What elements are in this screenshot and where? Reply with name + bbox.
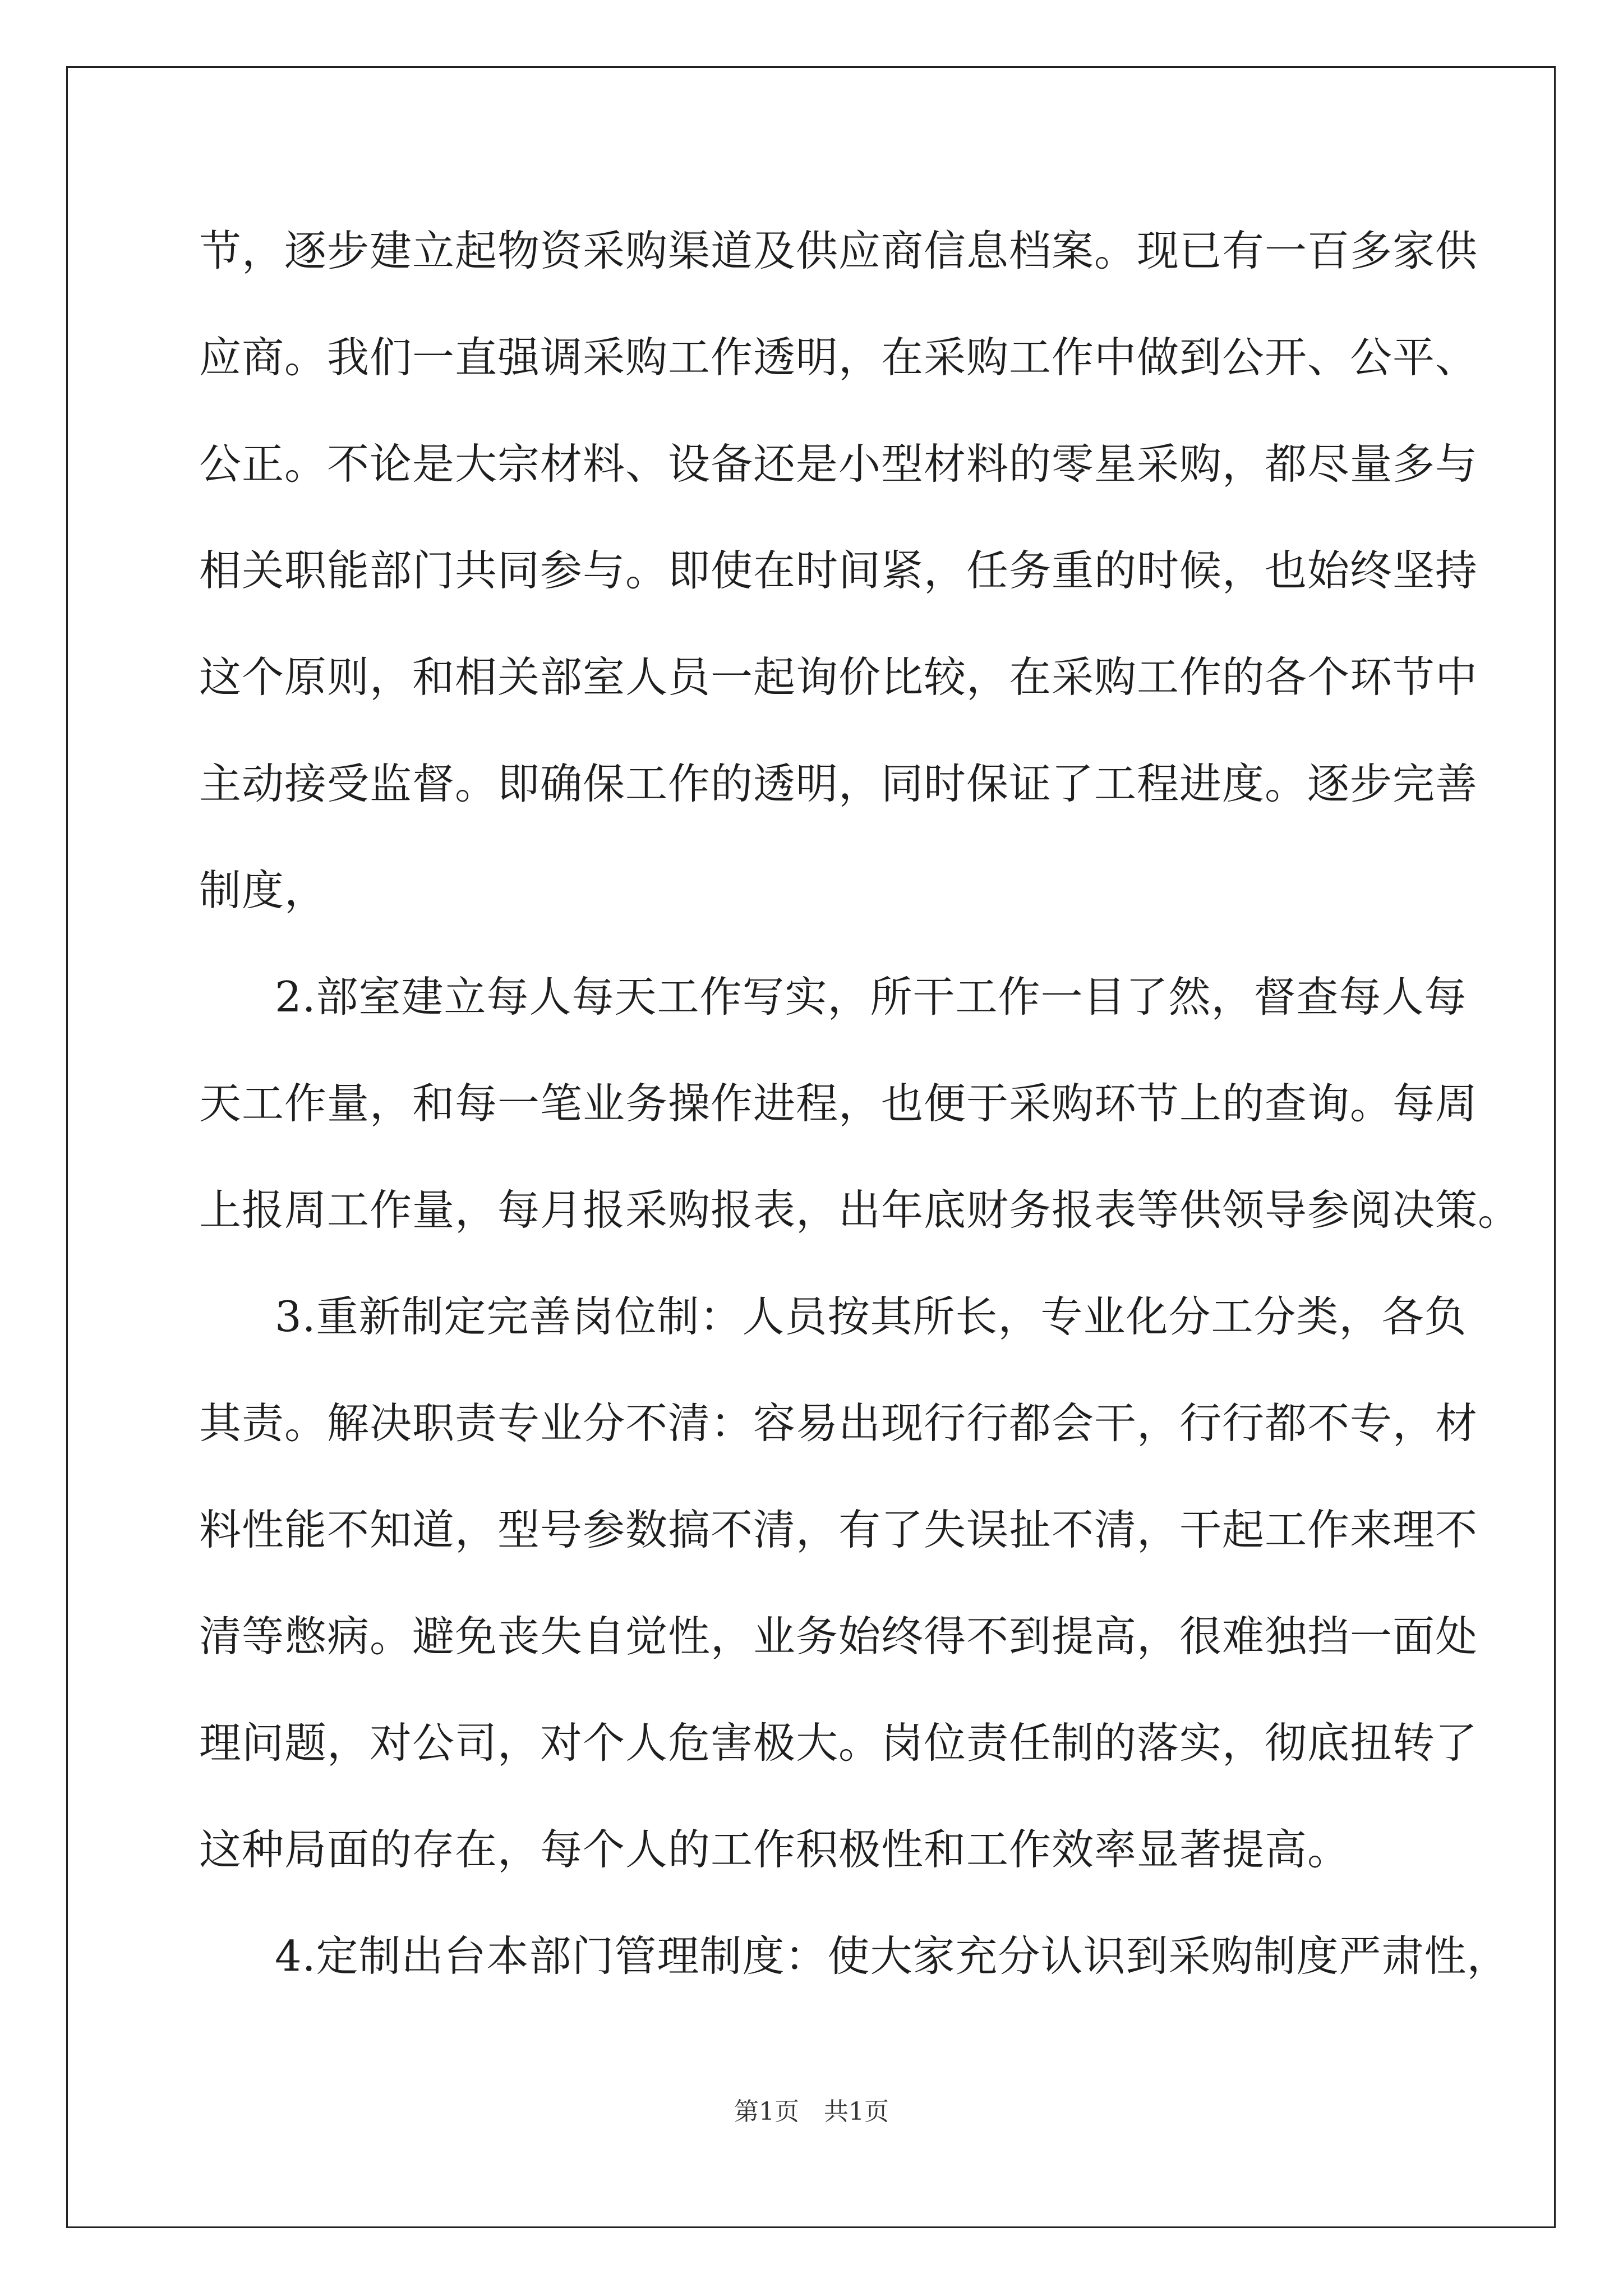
text-line: 其责。解决职责专业分不清：容易出现行行都会干，行行都不专，材 <box>199 1398 1478 1448</box>
text-line: 相关职能部门共同参与。即使在时间紧，任务重的时候，也始终坚持 <box>199 546 1478 595</box>
text-line: 制度， <box>199 866 328 915</box>
text-line: 理问题，对公司，对个人危害极大。岗位责任制的落实，彻底扭转了 <box>199 1718 1478 1768</box>
page-number-footer: 第1页 共1页 <box>734 2097 889 2126</box>
text-line: 主动接受监督。即确保工作的透明，同时保证了工程进度。逐步完善 <box>199 759 1478 808</box>
text-line: 这种局面的存在，每个人的工作积极性和工作效率显著提高。 <box>199 1825 1350 1874</box>
text-line: 节，逐步建立起物资采购渠道及供应商信息档案。现已有一百多家供 <box>199 226 1478 275</box>
text-line: 上报周工作量，每月报采购报表，出年底财务报表等供领导参阅决策。 <box>199 1185 1521 1235</box>
text-line: 清等憋病。避免丧失自觉性，业务始终得不到提高，很难独挡一面处 <box>199 1612 1478 1661</box>
paragraph-start-line: 4.定制出台本部门管理制度：使大家充分认识到采购制度严肃性， <box>275 1931 1510 1981</box>
text-line: 这个原则，和相关部室人员一起询价比较，在采购工作的各个环节中 <box>199 652 1478 702</box>
text-line: 天工作量，和每一笔业务操作进程，也便于采购环节上的查询。每周 <box>199 1079 1478 1128</box>
text-line: 料性能不知道，型号参数搞不清，有了失误扯不清，干起工作来理不 <box>199 1505 1478 1554</box>
paragraph-start-line: 2.部室建立每人每天工作写实，所干工作一目了然，督查每人每 <box>275 972 1467 1022</box>
text-line: 公正。不论是大宗材料、设备还是小型材料的零星采购，都尽量多与 <box>199 439 1478 489</box>
page-border <box>66 66 1556 2228</box>
paragraph-start-line: 3.重新制定完善岗位制：人员按其所长，专业化分工分类，各负 <box>275 1292 1467 1341</box>
text-line: 应商。我们一直强调采购工作透明，在采购工作中做到公开、公平、 <box>199 333 1478 382</box>
